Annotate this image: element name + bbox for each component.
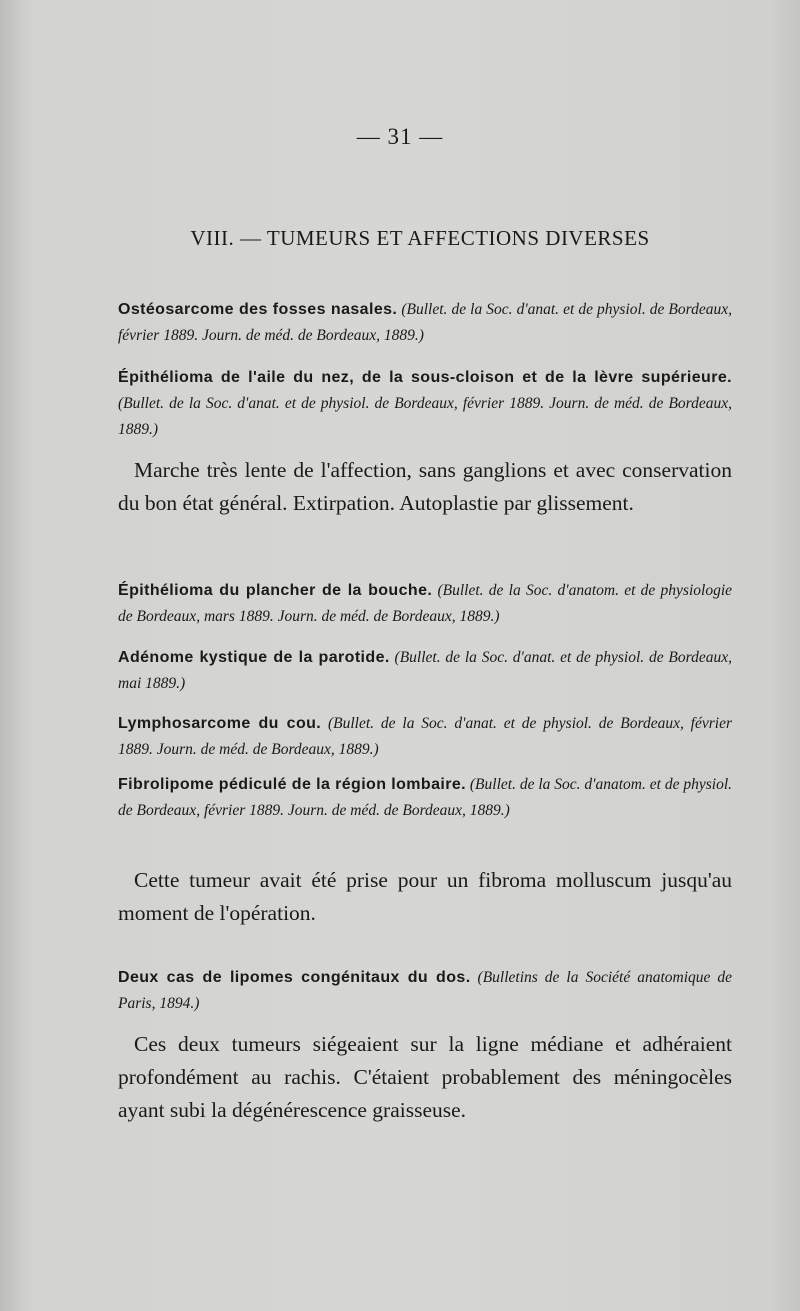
entry-reference: (Bullet. de la Soc. d'anatom. et de physiologie de Bordeaux, mars 1889. Journ. de méd. de Bordeaux, 1889.) (118, 582, 733, 625)
entry-reference: (Bulletins de la Société anatomique de Paris, 1894.) (118, 969, 732, 1012)
entry-fibrolipome (118, 772, 732, 824)
entry-reference: (Bullet. de la Soc. d'anatom. et de physiol. de Bordeaux, février 1889. Journ. de méd. de Bordeaux, 1889.) (118, 776, 732, 819)
entry-title: Ostéosarcome des fosses nasales. (118, 301, 398, 318)
entry-lipomes (118, 965, 732, 1017)
paragraph-epithelioma-nez (118, 454, 732, 520)
entry-adenome (118, 645, 732, 697)
entry-lymphosarcome (118, 711, 732, 763)
entry-reference: (Bullet. de la Soc. d'anat. et de physiol. de Bordeaux, février 1889. Journ. de méd. de Bordeaux, 1889.) (118, 715, 732, 758)
entry-epithelioma-bouche (118, 578, 732, 630)
entry-osteosarcome (118, 297, 732, 349)
paragraph-text: Cette tumeur avait été prise pour un fibroma molluscum jusqu'au moment de l'opération. (118, 868, 732, 925)
entry-title: Épithélioma du plancher de la bouche. (118, 582, 433, 599)
entry-reference: (Bullet. de la Soc. d'anat. et de physiol. de Bordeaux, février 1889. Journ. de méd. de Bordeaux, 1889.) (118, 395, 732, 438)
entry-title: Lymphosarcome du cou. (118, 715, 322, 732)
paragraph-text: Ces deux tumeurs siégeaient sur la ligne médiane et adhéraient profondément au rachis. C'étaient probablement des méningocèles ayant subi la dégénérescence graisseuse. (118, 1032, 732, 1122)
entry-title: Fibrolipome pédiculé de la région lombaire. (118, 776, 466, 793)
entry-title: Épithélioma de l'aile du nez, de la sous-cloison et de la lèvre supérieure. (118, 369, 732, 386)
paragraph-text: Marche très lente de l'affection, sans ganglions et avec conservation du bon état général. Extirpation. Autoplastie par glissement. (118, 458, 732, 515)
paragraph-lipomes (118, 1028, 732, 1127)
section-title: VIII. — TUMEURS ET AFFECTIONS DIVERSES (190, 226, 650, 250)
page-number: — 31 — (356, 124, 444, 149)
entry-title: Adénome kystique de la parotide. (118, 649, 390, 666)
paragraph-fibrolipome (118, 864, 732, 930)
entry-title: Deux cas de lipomes congénitaux du dos. (118, 969, 471, 986)
entry-epithelioma-nez (118, 365, 732, 443)
entry-reference: (Bullet. de la Soc. d'anat. et de physiol. de Bordeaux, mai 1889.) (118, 649, 732, 692)
entry-reference: (Bullet. de la Soc. d'anat. et de physiol. de Bordeaux, février 1889. Journ. de méd. de Bordeaux, 1889.) (118, 301, 732, 344)
